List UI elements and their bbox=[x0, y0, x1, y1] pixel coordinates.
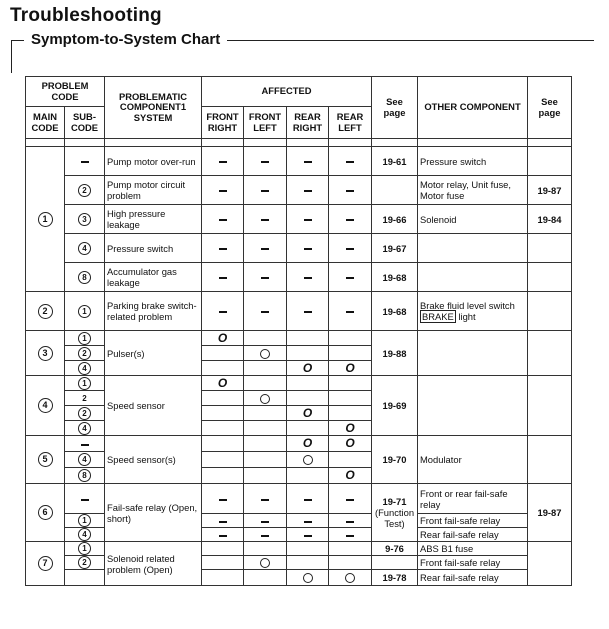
affected-mark: O bbox=[345, 468, 355, 482]
main-code-header: MAIN CODE bbox=[26, 107, 65, 139]
dash-mark bbox=[261, 219, 269, 221]
dash-mark bbox=[346, 190, 354, 192]
affected-mark: O bbox=[217, 375, 228, 390]
page-cell: 19-71 bbox=[382, 496, 407, 508]
main-code-3: 3 bbox=[38, 346, 53, 361]
other-component-cell: Front fail-safe relay bbox=[418, 514, 528, 528]
affected-mark bbox=[303, 573, 313, 583]
sub-code: 4 bbox=[78, 528, 91, 541]
dash-mark bbox=[304, 311, 312, 313]
other-component-cell: Rear fail-safe relay bbox=[418, 570, 528, 586]
dash-mark bbox=[219, 521, 227, 523]
component-cell: Speed sensor bbox=[105, 376, 202, 436]
page-cell: 19-88 bbox=[372, 331, 418, 376]
dash-mark bbox=[219, 161, 227, 163]
affected-mark: O bbox=[302, 360, 313, 375]
table-row bbox=[26, 484, 572, 514]
sub-code: 1 bbox=[78, 514, 91, 527]
table-row bbox=[26, 542, 572, 556]
affected-mark bbox=[260, 394, 270, 404]
sub-code: 8 bbox=[78, 271, 91, 284]
other-component-cell: ABS B1 fuse bbox=[418, 542, 528, 556]
main-code-6: 6 bbox=[38, 505, 53, 520]
affected-mark: O bbox=[302, 405, 313, 420]
other-component-cell: Modulator bbox=[418, 436, 528, 484]
page-cell: 9-76 bbox=[372, 542, 418, 556]
sub-code: 1 bbox=[78, 305, 91, 318]
component-cell: Parking brake switch-related problem bbox=[105, 292, 202, 331]
dash-mark bbox=[304, 248, 312, 250]
other-component-header: OTHER COMPONENT bbox=[418, 77, 528, 139]
page-cell: 19-68 bbox=[372, 292, 418, 331]
component-cell: Pressure switch bbox=[105, 234, 202, 263]
dash-mark bbox=[346, 161, 354, 163]
dash-mark bbox=[219, 190, 227, 192]
affected-mark bbox=[260, 558, 270, 568]
dash-mark bbox=[261, 277, 269, 279]
main-code-4: 4 bbox=[38, 398, 53, 413]
dash-mark bbox=[219, 219, 227, 221]
main-code-7: 7 bbox=[38, 556, 53, 571]
table-row bbox=[26, 263, 572, 292]
sub-code: 2 bbox=[78, 407, 91, 420]
page-cell: 19-69 bbox=[372, 376, 418, 436]
dash-mark bbox=[346, 311, 354, 313]
dash-mark bbox=[304, 190, 312, 192]
see-page-header: See page bbox=[372, 77, 418, 139]
dash-mark bbox=[304, 219, 312, 221]
other-component-cell: Solenoid bbox=[418, 205, 528, 234]
dash-mark bbox=[261, 190, 269, 192]
dash-mark bbox=[346, 521, 354, 523]
component-cell: Pump motor circuit problem bbox=[105, 176, 202, 205]
dash-mark bbox=[304, 521, 312, 523]
dash-mark bbox=[261, 521, 269, 523]
sub-code: 1 bbox=[78, 332, 91, 345]
page-cell: 19-70 bbox=[372, 436, 418, 484]
dash-mark bbox=[261, 535, 269, 537]
component-cell: Solenoid related problem (Open) bbox=[105, 542, 202, 586]
sub-code: 4 bbox=[78, 242, 91, 255]
dash-mark bbox=[81, 161, 89, 163]
dash-mark bbox=[261, 248, 269, 250]
dash-mark bbox=[304, 535, 312, 537]
sub-code: 3 bbox=[78, 213, 91, 226]
see-page2-header: See page bbox=[528, 77, 572, 139]
component-cell: Accumulator gas leakage bbox=[105, 263, 202, 292]
dash-mark bbox=[81, 444, 89, 446]
dash-mark bbox=[304, 499, 312, 501]
table-row bbox=[26, 176, 572, 205]
page-title: Troubleshooting bbox=[10, 5, 162, 26]
component-header: PROBLEMATIC COMPONENT1 SYSTEM bbox=[105, 77, 202, 139]
affected-mark bbox=[260, 349, 270, 359]
table-row bbox=[26, 147, 572, 176]
other-component-cell: Motor relay, Unit fuse, Motor fuse bbox=[418, 176, 528, 205]
dash-mark bbox=[304, 161, 312, 163]
component-cell: Pulser(s) bbox=[105, 331, 202, 376]
sub-code: 4 bbox=[78, 362, 91, 375]
sub-code: 8 bbox=[78, 469, 91, 482]
dash-mark bbox=[261, 311, 269, 313]
page-cell: 19-66 bbox=[372, 205, 418, 234]
affected-mark: O bbox=[345, 420, 355, 435]
component-cell: Speed sensor(s) bbox=[105, 436, 202, 484]
table-row bbox=[26, 292, 572, 331]
rear-left-header: REAR LEFT bbox=[329, 107, 372, 139]
sub-code: 2 bbox=[78, 184, 91, 197]
dash-mark bbox=[81, 499, 89, 501]
dash-mark bbox=[219, 277, 227, 279]
page-cell: 19-67 bbox=[372, 234, 418, 263]
component-cell: High pressure leakage bbox=[105, 205, 202, 234]
sub-code: 4 bbox=[78, 422, 91, 435]
chart-subtitle: Symptom-to-System Chart bbox=[24, 31, 227, 48]
dash-mark bbox=[346, 277, 354, 279]
other-component-cell: Rear fail-safe relay bbox=[418, 528, 528, 542]
other-component-cell: Pressure switch bbox=[418, 147, 528, 176]
affected-mark: O bbox=[345, 360, 355, 375]
other-component-cell: Front fail-safe relay bbox=[418, 556, 528, 570]
table-row bbox=[26, 234, 572, 263]
frame-left-rule bbox=[11, 40, 12, 73]
rear-right-header: REAR RIGHT bbox=[287, 107, 329, 139]
other-component-text: Brake fluid level switch bbox=[420, 300, 515, 311]
sub-code-plain: 2 bbox=[65, 391, 105, 406]
table-row bbox=[26, 436, 572, 452]
dash-mark bbox=[346, 535, 354, 537]
header-row-1 bbox=[26, 77, 572, 107]
front-right-header: FRONT RIGHT bbox=[202, 107, 244, 139]
dash-mark bbox=[219, 499, 227, 501]
sub-code: 1 bbox=[78, 542, 91, 555]
page-cell: 19-78 bbox=[372, 570, 418, 586]
affected-mark bbox=[345, 573, 355, 583]
dash-mark bbox=[346, 219, 354, 221]
dash-mark bbox=[219, 535, 227, 537]
sub-code-header: SUB-CODE bbox=[65, 107, 105, 139]
dash-mark bbox=[346, 499, 354, 501]
affected-header: AFFECTED bbox=[202, 77, 372, 107]
sub-code: 2 bbox=[78, 556, 91, 569]
dash-mark bbox=[346, 248, 354, 250]
dash-mark bbox=[219, 248, 227, 250]
page-cell: 19-61 bbox=[372, 147, 418, 176]
sub-code: 1 bbox=[78, 377, 91, 390]
dash-mark bbox=[261, 161, 269, 163]
page-note: (Function Test) bbox=[374, 507, 415, 530]
table-row bbox=[26, 376, 572, 391]
page-cell: 19-68 bbox=[372, 263, 418, 292]
page2-cell: 19-87 bbox=[528, 484, 572, 542]
sub-code: 2 bbox=[78, 347, 91, 360]
spacer-row bbox=[26, 139, 572, 147]
table-row bbox=[26, 205, 572, 234]
front-left-header: FRONT LEFT bbox=[244, 107, 287, 139]
sub-code: 4 bbox=[78, 453, 91, 466]
brake-light-label: BRAKE bbox=[422, 311, 454, 322]
affected-mark bbox=[303, 455, 313, 465]
other-component-cell: Front or rear fail-safe relay bbox=[418, 484, 528, 514]
dash-mark bbox=[261, 499, 269, 501]
dash-mark bbox=[304, 277, 312, 279]
affected-mark: O bbox=[302, 436, 313, 450]
component-cell: Fail-safe relay (Open, short) bbox=[105, 484, 202, 542]
component-cell: Pump motor over-run bbox=[105, 147, 202, 176]
brake-light-suffix: light bbox=[458, 311, 476, 322]
main-code-1: 1 bbox=[38, 212, 53, 227]
affected-mark: O bbox=[217, 330, 228, 345]
dash-mark bbox=[219, 311, 227, 313]
affected-mark: O bbox=[345, 436, 355, 450]
page2-cell: 19-87 bbox=[528, 176, 572, 205]
table-row bbox=[26, 331, 572, 346]
symptom-chart bbox=[25, 76, 572, 586]
main-code-5: 5 bbox=[38, 452, 53, 467]
problem-code-header: PROBLEM CODE bbox=[26, 77, 105, 107]
page2-cell: 19-84 bbox=[528, 205, 572, 234]
main-code-2: 2 bbox=[38, 304, 53, 319]
